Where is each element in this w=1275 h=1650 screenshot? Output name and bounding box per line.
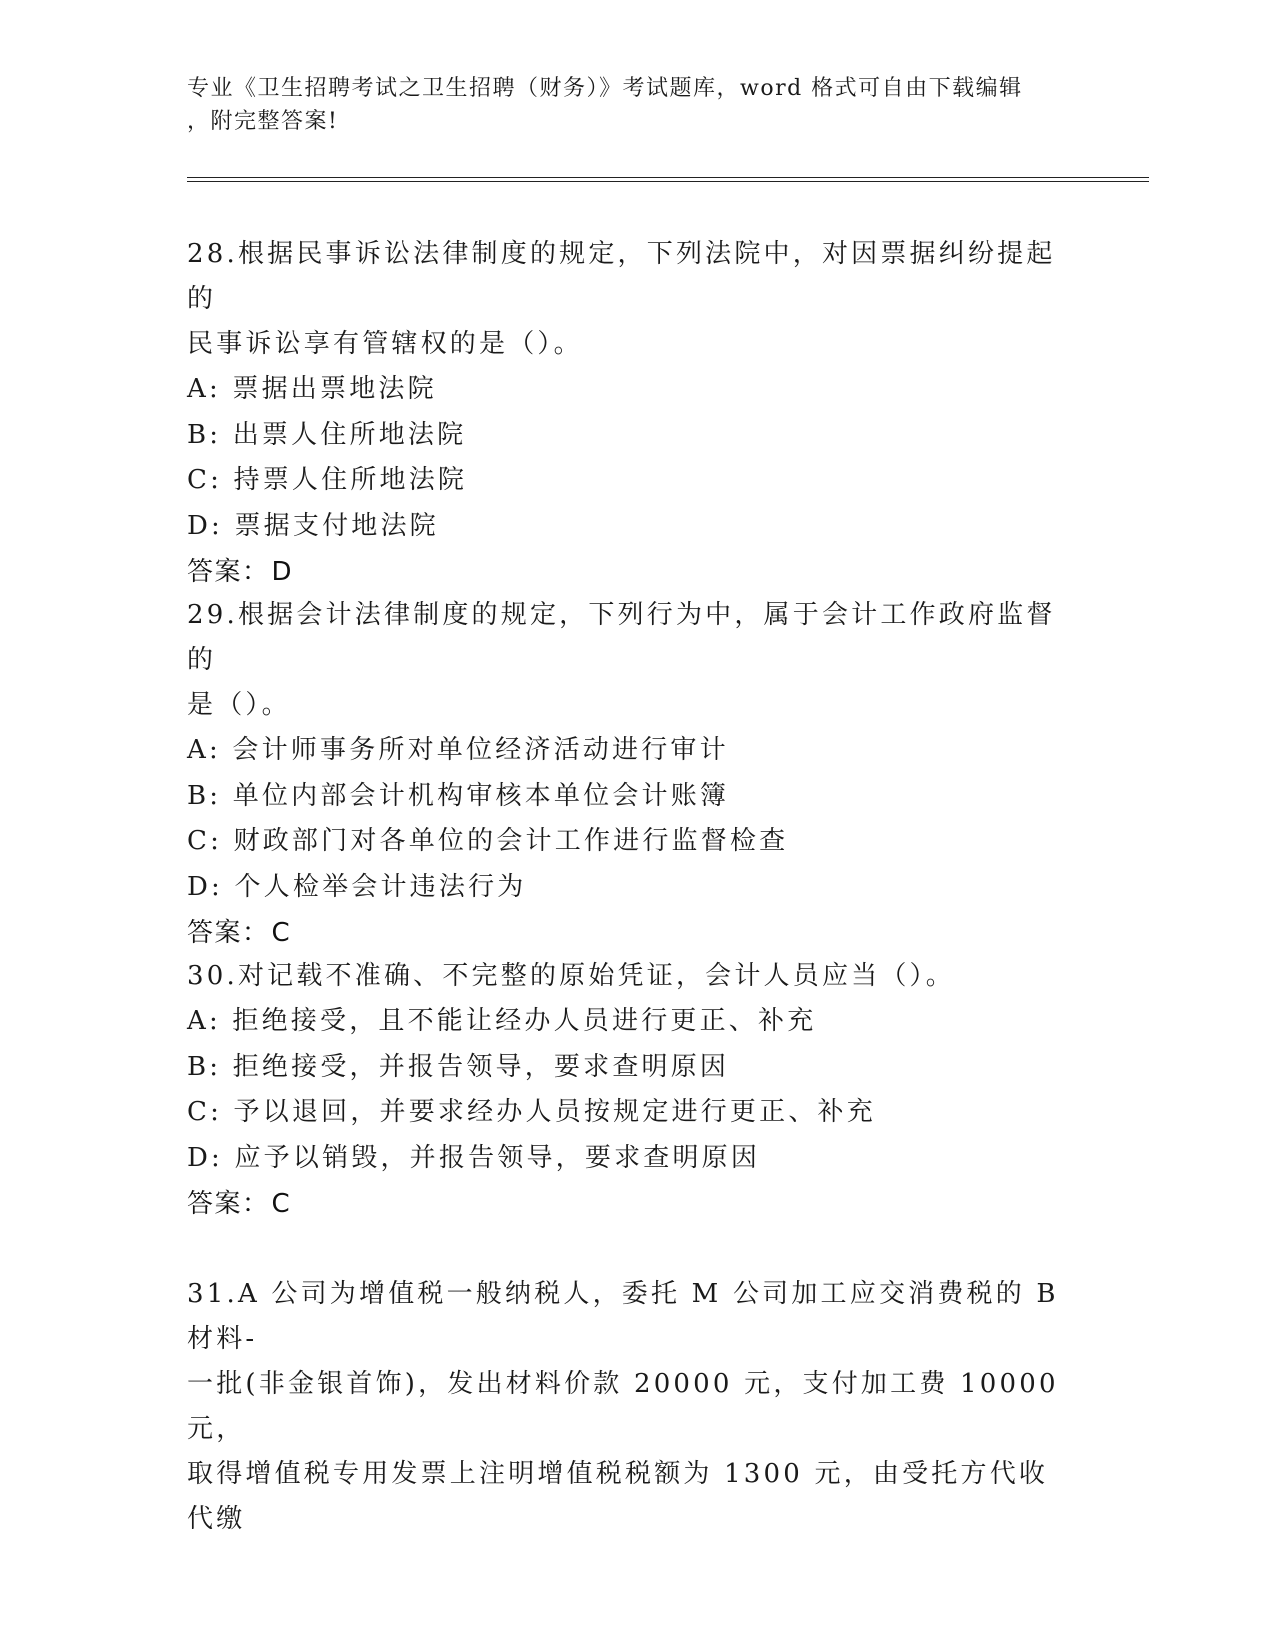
question-stem-line: 29.根据会计法律制度的规定，下列行为中，属于会计工作政府监督的 [187,600,1056,675]
answer-line [187,1181,1077,1227]
question-stem-line: 一批(非金银首饰)，发出材料价款 20000 元，支付加工费 10000 元， [187,1369,1059,1444]
answer-label: 答案： [187,1189,270,1219]
option-b: B: 出票人住所地法院 [187,419,467,450]
option-d: D: 个人检举会计违法行为 [187,871,527,902]
question-stem-line: 28.根据民事诉讼法律制度的规定，下列法院中，对因票据纠纷提起的 [187,239,1056,314]
option-d: D: 应予以销毁，并报告领导，要求查明原因 [187,1142,761,1173]
option-b: B: 单位内部会计机构审核本单位会计账簿 [187,780,730,811]
header-divider-bottom [187,181,1149,182]
answer-value: D [271,557,294,587]
header-divider-top [187,177,1149,178]
answer-value: C [271,918,292,948]
question-stem-line: 是（）。 [187,690,291,720]
question-30 [187,954,1077,1227]
answer-label: 答案： [187,918,270,948]
option-a: A: 会计师事务所对单位经济活动进行审计 [187,735,729,765]
option-c: C: 予以退回，并要求经办人员按规定进行更正、补充 [187,1097,876,1127]
option-c: C: 财政部门对各单位的会计工作进行监督检查 [187,826,789,856]
document-header [187,72,1067,138]
answer-value: C [271,1189,292,1219]
header-line-2: ，附完整答案! [187,109,339,134]
answer-line [187,910,1077,956]
header-line-1: 专业《卫生招聘考试之卫生招聘（财务）》考试题库，word 格式可自由下载编辑 [187,76,1023,101]
question-stem-line: 31.A 公司为增值税一般纳税人，委托 M 公司加工应交消费税的 B 材料- [187,1279,1059,1354]
option-c: C: 持票人住所地法院 [187,465,468,495]
option-d: D: 票据支付地法院 [187,510,439,541]
option-a: A: 票据出票地法院 [187,374,437,404]
option-a: A: 拒绝接受，且不能让经办人员进行更正、补充 [187,1006,817,1036]
question-stem-line: 取得增值税专用发票上注明增值税税额为 1300 元，由受托方代收代缴 [187,1459,1049,1534]
option-b: B: 拒绝接受，并报告领导，要求查明原因 [187,1051,730,1082]
question-stem-line: 30.对记载不准确、不完整的原始凭证，会计人员应当（）。 [187,961,955,991]
question-29 [187,593,1077,956]
answer-label: 答案： [187,557,270,587]
question-28 [187,232,1077,595]
question-31 [187,1272,1077,1542]
answer-line [187,549,1077,595]
question-stem-line: 民事诉讼享有管辖权的是（）。 [187,329,583,359]
